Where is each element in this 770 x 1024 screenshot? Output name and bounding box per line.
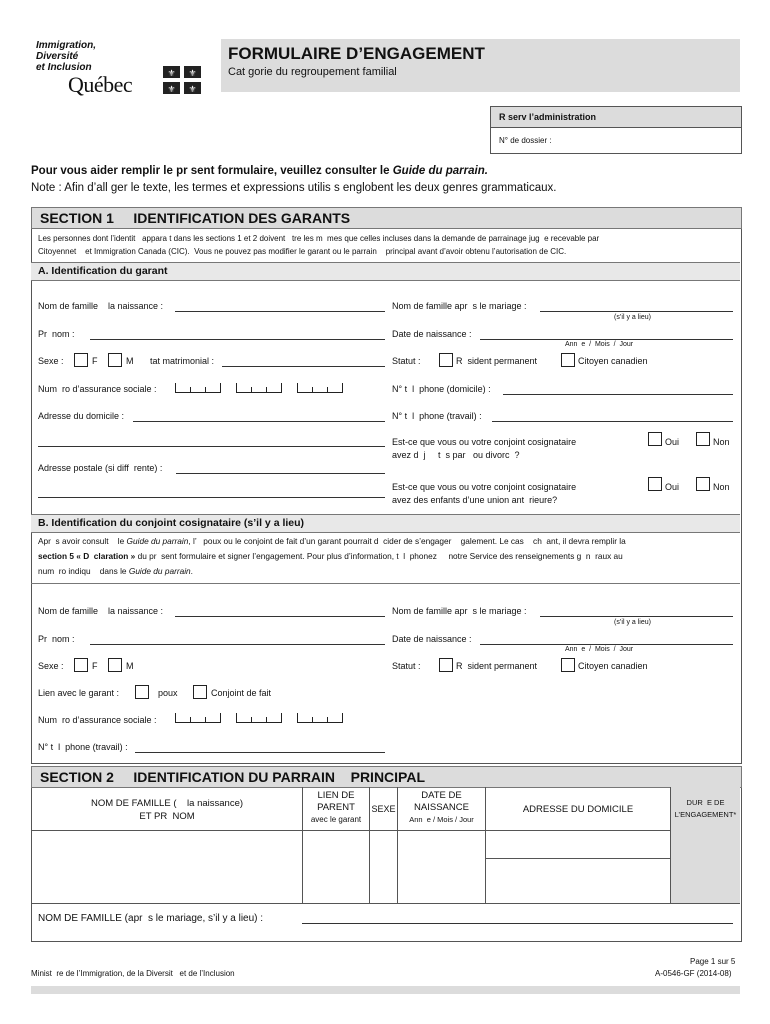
col-date-line-1: DATE DE <box>421 790 462 801</box>
input-prenom[interactable] <box>90 339 385 340</box>
col-header-duree <box>671 797 740 821</box>
col-nom-line-1: NOM DE FAMILLE ( la naissance) <box>90 798 244 809</box>
section2-header <box>31 766 742 788</box>
page-number: Page 1 sur 5 <box>690 957 736 966</box>
input-nom-naissance[interactable] <box>175 311 385 312</box>
checkbox-sexe-f[interactable] <box>74 353 88 367</box>
help-guide: Guide du parrain. <box>392 165 488 177</box>
b-input-date-naissance[interactable] <box>480 644 733 645</box>
label-divorce-oui: Oui <box>665 437 680 447</box>
label-adresse-postale: Adresse postale (si diff rente) : <box>38 463 163 473</box>
b-checkbox-sexe-f[interactable] <box>74 658 88 672</box>
input-tel-travail[interactable] <box>492 421 733 422</box>
b-label-sexe-m: M <box>126 661 134 671</box>
col-duree-line-1: DUR E DE <box>686 798 725 807</box>
b-input-tel-travail[interactable] <box>135 752 385 753</box>
section1-header <box>31 207 742 229</box>
col-nom-line-2: ET PR NOM <box>139 811 195 822</box>
b-desc-guide-1: Guide du parrain <box>126 536 189 546</box>
subsection-a-header <box>31 262 740 281</box>
col-lien-line-1: LIEN DE <box>317 790 355 801</box>
label-nom-apres-mariage: NOM DE FAMILLE (apr s le mariage, s’il y a lieu) : <box>38 913 264 924</box>
label-tel-domicile: N° t l phone (domicile) : <box>392 384 491 394</box>
label-sexe: Sexe : <box>38 356 64 366</box>
section1-frame <box>31 207 742 764</box>
b-label-tel-travail: N° t l phone (travail) : <box>38 742 128 752</box>
svg-text:⚜: ⚜ <box>167 68 176 78</box>
label-nom-naissance: Nom de famille la naissance : <box>38 301 164 311</box>
label-nom-mariage: Nom de famille apr s le mariage : <box>392 301 527 311</box>
label-statut: Statut : <box>392 356 421 366</box>
b-desc-1c: , l’ poux ou le conjoint de fait d’un garant pourrait d cider de s’engager galement. Le cas ch ant, il devra remplir la <box>188 536 626 546</box>
input-adresse-domicile-2[interactable] <box>38 446 385 447</box>
svg-text:⚜: ⚜ <box>188 84 197 94</box>
b-input-nas-part-1[interactable] <box>175 713 221 723</box>
b-label-lien-garant: Lien avec le garant : <box>38 688 120 698</box>
checkbox-enfants-non[interactable] <box>696 477 710 491</box>
help-text <box>31 165 488 177</box>
section1-desc-2: Citoyennet et Immigration Canada (CIC). Vous ne pouvez pas modifier le garant ou le parrain principal avant d’avoir obtenu l’autorisation de CIC. <box>38 247 567 256</box>
q-divorce-line-2: avez d j t s par ou divorc ? <box>392 450 520 460</box>
b-label-epoux: poux <box>158 688 178 698</box>
b-checkbox-citoyen-canadien[interactable] <box>561 658 575 672</box>
label-enfants-oui: Oui <box>665 482 680 492</box>
input-tel-domicile[interactable] <box>503 394 733 395</box>
input-etat-matrimonial[interactable] <box>222 366 385 367</box>
checkbox-enfants-oui[interactable] <box>648 477 662 491</box>
admin-box <box>490 106 742 154</box>
q-divorce-line-1: Est-ce que vous ou votre conjoint cosignataire <box>392 437 577 447</box>
input-adresse-domicile[interactable] <box>133 421 385 422</box>
quebec-wordmark: Québec <box>68 72 133 97</box>
logo-line-2: Diversité <box>36 51 79 62</box>
b-desc-section5: section 5 « D claration » <box>38 551 136 561</box>
b-label-nom-mariage: Nom de famille apr s le mariage : <box>392 606 527 616</box>
b-label-sexe: Sexe : <box>38 661 64 671</box>
b-label-statut: Statut : <box>392 661 421 671</box>
subsection-b-title: B. Identification du conjoint cosignataire (s’il y a lieu) <box>38 517 305 529</box>
label-enfants-non: Non <box>713 482 730 492</box>
input-nom-apres-mariage[interactable] <box>302 923 733 924</box>
footer-bar <box>31 986 740 994</box>
label-resident-permanent: R sident permanent <box>456 356 538 366</box>
form-code: A-0546-GF (2014-08) <box>655 969 732 978</box>
q-enfants-line-2: avez des enfants d’une union ant rieure? <box>392 495 558 505</box>
b-input-nom-naissance[interactable] <box>175 616 385 617</box>
b-hint-date-format: Ann e / Mois / Jour <box>565 646 634 653</box>
col-date-line-2: NAISSANCE <box>414 802 469 813</box>
label-tel-travail: N° t l phone (travail) : <box>392 411 482 421</box>
label-sexe-m: M <box>126 356 134 366</box>
divider-b <box>31 583 740 584</box>
section1-title: SECTION 1 IDENTIFICATION DES GARANTS <box>40 210 351 226</box>
label-date-naissance: Date de naissance : <box>392 329 472 339</box>
input-adresse-postale-2[interactable] <box>38 497 385 498</box>
label-sexe-f: F <box>92 356 98 366</box>
form-title: FORMULAIRE D’ENGAGEMENT <box>228 44 485 63</box>
b-checkbox-sexe-m[interactable] <box>108 658 122 672</box>
b-label-nas: Num ro d’assurance sociale : <box>38 715 157 725</box>
subsection-b-desc <box>38 534 738 579</box>
admin-label: R serv l’administration <box>499 112 597 122</box>
admin-header <box>491 107 741 128</box>
label-citoyen-canadien: Citoyen canadien <box>578 356 648 366</box>
logo-line-3: et Inclusion <box>36 62 92 73</box>
checkbox-citoyen-canadien[interactable] <box>561 353 575 367</box>
b-label-prenom: Pr nom : <box>38 634 75 644</box>
logo-line-1: Immigration, <box>36 40 97 51</box>
input-nas-part-1[interactable] <box>175 383 221 393</box>
input-nas-part-3[interactable] <box>297 383 343 393</box>
help-prefix: Pour vous aider remplir le pr sent formulaire, veuillez consulter le <box>31 165 393 177</box>
label-adresse-domicile: Adresse du domicile : <box>38 411 125 421</box>
col-lien-line-2: PARENT <box>317 802 355 813</box>
section1-desc-1: Les personnes dont l’identit appara t dans les sections 1 et 2 doivent tre les m mes que celles incluses dans la demande de parrainage jug e recevable par <box>38 234 600 243</box>
b-input-nas-part-2[interactable] <box>236 713 282 723</box>
title-banner <box>221 39 740 92</box>
input-adresse-postale[interactable] <box>176 473 385 474</box>
col-lien-line-3: avec le garant <box>310 815 362 824</box>
b-input-nom-mariage[interactable] <box>540 616 733 617</box>
b-desc-3c: . <box>190 566 193 576</box>
input-date-naissance[interactable] <box>480 339 733 340</box>
cell-adresse-2[interactable] <box>486 859 669 902</box>
b-input-prenom[interactable] <box>90 644 385 645</box>
b-label-conjoint-fait: Conjoint de fait <box>211 688 272 698</box>
b-label-citoyen-canadien: Citoyen canadien <box>578 661 648 671</box>
col-header-nom <box>32 797 302 823</box>
subsection-b-header <box>31 514 740 533</box>
b-desc-guide-2: Guide du parrain <box>128 566 191 576</box>
b-hint-sil-y-a-lieu: (s’il y a lieu) <box>614 619 651 626</box>
fleur-de-lis-flag-icon <box>163 66 201 94</box>
form-subtitle: Cat gorie du regroupement familial <box>228 66 397 78</box>
col-header-lien <box>303 790 369 826</box>
col-header-sexe: SEXE <box>371 804 396 814</box>
label-etat-matrimonial: tat matrimonial : <box>150 356 215 366</box>
checkbox-divorce-non[interactable] <box>696 432 710 446</box>
b-desc-2b: du pr sent formulaire et signer l’engagement. Pour plus d’information, t l phonez notre Service des renseignements g n raux au <box>135 551 623 561</box>
hint-sil-y-a-lieu: (s’il y a lieu) <box>614 314 651 321</box>
note-text: Note : Afin d’all ger le texte, les termes et expressions utilis s englobent les deux genres grammaticaux. <box>31 182 557 194</box>
label-prenom: Pr nom : <box>38 329 75 339</box>
dossier-label: N° de dossier : <box>499 136 552 145</box>
b-checkbox-conjoint-fait[interactable] <box>193 685 207 699</box>
table-bottom-line <box>31 903 740 904</box>
b-label-date-naissance: Date de naissance : <box>392 634 472 644</box>
b-input-nas-part-3[interactable] <box>297 713 343 723</box>
subsection-a-title: A. Identification du garant <box>38 265 168 277</box>
col-duree-line-2: L’ENGAGEMENT* <box>674 810 737 819</box>
cell-sexe[interactable] <box>370 831 396 902</box>
input-nom-mariage[interactable] <box>540 311 733 312</box>
checkbox-divorce-oui[interactable] <box>648 432 662 446</box>
label-divorce-non: Non <box>713 437 730 447</box>
b-desc-3a: num ro indiqu dans le <box>38 566 129 576</box>
b-label-nom-naissance: Nom de famille la naissance : <box>38 606 164 616</box>
cell-lien[interactable] <box>303 831 368 902</box>
input-nas-part-2[interactable] <box>236 383 282 393</box>
svg-text:⚜: ⚜ <box>167 84 176 94</box>
label-nas: Num ro d’assurance sociale : <box>38 384 157 394</box>
b-checkbox-resident-permanent[interactable] <box>439 658 453 672</box>
q-enfants-line-1: Est-ce que vous ou votre conjoint cosignataire <box>392 482 577 492</box>
section2-title: SECTION 2 IDENTIFICATION DU PARRAIN PRINCIPAL <box>40 769 426 785</box>
b-desc-1a: Apr s avoir consult le <box>38 536 127 546</box>
ministere-name: Minist re de l’Immigration, de la Diversit et de l’Inclusion <box>31 969 235 978</box>
cell-adresse-1[interactable] <box>486 831 669 857</box>
col-header-date <box>398 790 485 826</box>
col-date-line-3: Ann e / Mois / Jour <box>409 815 474 824</box>
b-label-resident-permanent: R sident permanent <box>456 661 538 671</box>
hint-date-format: Ann e / Mois / Jour <box>565 341 634 348</box>
b-checkbox-epoux[interactable] <box>135 685 149 699</box>
cell-nom[interactable] <box>32 831 301 902</box>
b-label-sexe-f: F <box>92 661 98 671</box>
svg-text:⚜: ⚜ <box>188 68 197 78</box>
cell-date[interactable] <box>398 831 484 902</box>
checkbox-resident-permanent[interactable] <box>439 353 453 367</box>
col-header-adresse: ADRESSE DU DOMICILE <box>522 804 634 815</box>
checkbox-sexe-m[interactable] <box>108 353 122 367</box>
